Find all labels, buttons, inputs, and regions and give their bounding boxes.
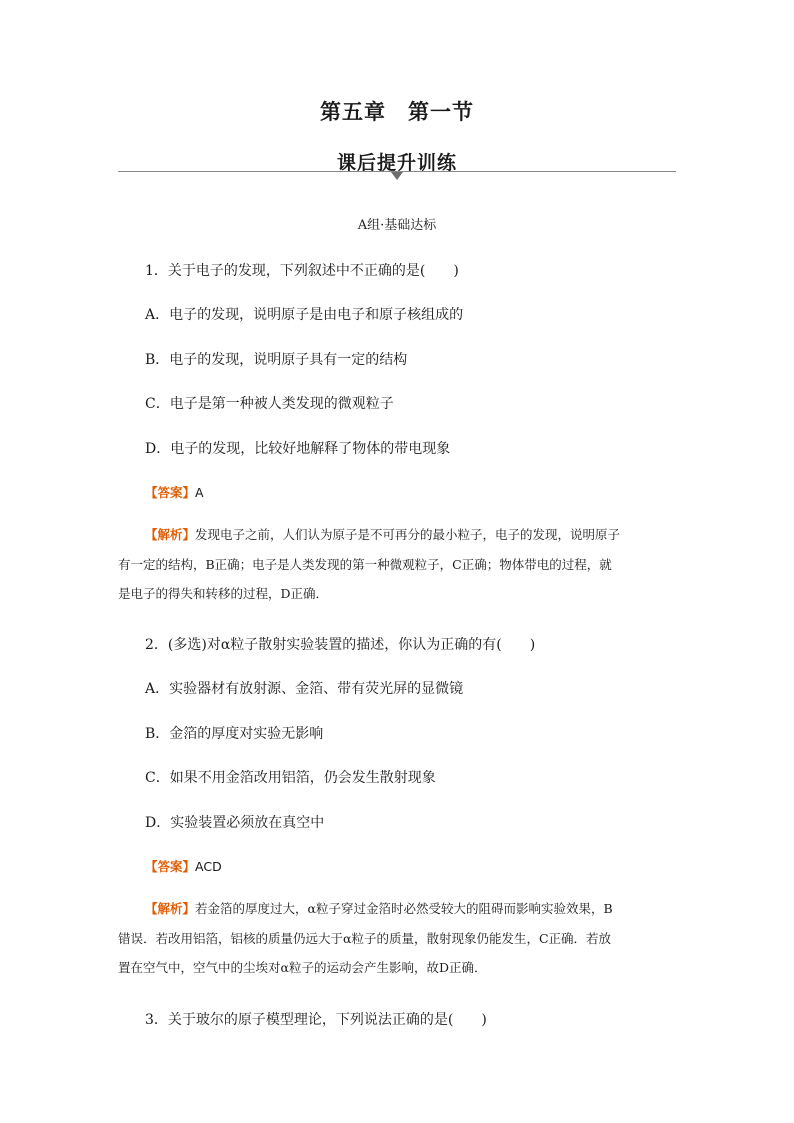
answer-tag: 【答案】: [145, 859, 196, 874]
triangle-down-icon: [391, 172, 403, 180]
explanation-line: 有一定的结构，B正确；电子是人类发现的第一种微观粒子，C正确；物体带电的过程，就: [118, 556, 612, 572]
explanation-tag: 【解析】: [145, 527, 196, 542]
section-title: 课后提升训练: [336, 152, 457, 174]
question-2-explanation: [118, 894, 678, 983]
answer-value: A: [195, 485, 204, 500]
question-2-option-a: A．实验器材有放射源、金箔、带有荧光屏的显微镜: [145, 681, 464, 697]
question-1-option-d: D．电子的发现，比较好地解释了物体的带电现象: [145, 441, 451, 457]
question-1-answer: [145, 483, 204, 501]
question-1-option-a: A．电子的发现，说明原子是由电子和原子核组成的: [145, 307, 464, 323]
question-2-stem: 2．(多选)对α粒子散射实验装置的描述，你认为正确的有( ): [145, 637, 536, 653]
explanation-line: 错误．若改用铝箔，铝核的质量仍远大于α粒子的质量，散射现象仍能发生，C正确．若放: [118, 930, 612, 946]
question-2-option-b: B．金箔的厚度对实验无影响: [145, 726, 324, 742]
question-2-option-d: D．实验装置必须放在真空中: [145, 815, 325, 831]
group-heading: A组·基础达标: [357, 218, 437, 233]
question-1-option-b: B．电子的发现，说明原子具有一定的结构: [145, 352, 408, 368]
question-1-option-c: C．电子是第一种被人类发现的微观粒子: [145, 396, 394, 412]
explanation-line: 置在空气中，空气中的尘埃对α粒子的运动会产生影响，故D正确．: [118, 960, 487, 975]
explanation-tag: 【解析】: [145, 901, 196, 916]
chapter-title: 第五章 第一节: [320, 100, 474, 124]
answer-tag: 【答案】: [145, 485, 196, 500]
question-1-explanation: [118, 520, 678, 609]
answer-value: ACD: [195, 859, 222, 874]
question-1-stem: 1．关于电子的发现，下列叙述中不正确的是( ): [145, 263, 459, 279]
explanation-line: 是电子的得失和转移的过程，D正确．: [118, 586, 329, 601]
explanation-line: 【解析】发现电子之前，人们认为原子是不可再分的最小粒子，电子的发现，说明原子: [145, 527, 621, 542]
explanation-line: 【解析】若金箔的厚度过大，α粒子穿过金箔时必然受较大的阻碍而影响实验效果，B: [145, 901, 613, 916]
question-3-stem: 3．关于玻尔的原子模型理论，下列说法正确的是( ): [145, 1012, 487, 1028]
question-2-answer: [145, 857, 222, 875]
question-2-option-c: C．如果不用金箔改用铝箔，仍会发生散射现象: [145, 770, 436, 786]
